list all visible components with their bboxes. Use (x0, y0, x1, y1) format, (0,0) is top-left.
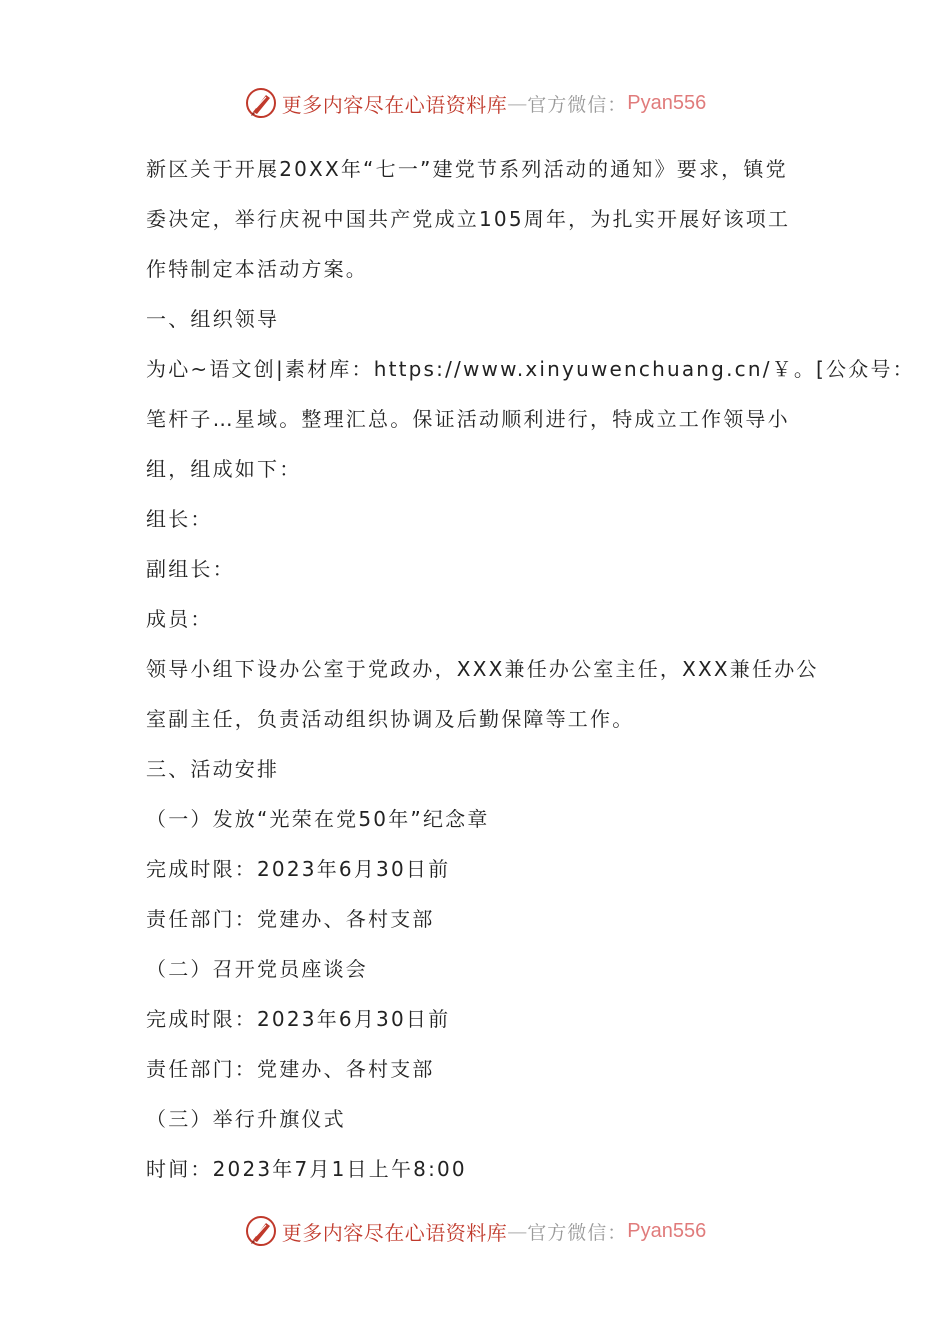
banner-title: 更多内容尽在心语资料库 (281, 1220, 508, 1245)
document-body (146, 144, 915, 1194)
body-line: 组长： (146, 507, 213, 531)
banner-separator: — (507, 1219, 528, 1243)
banner-official-label: 官方微信： (527, 93, 628, 116)
footer-watermark-banner (0, 1211, 950, 1251)
body-line: 新区关于开展20XX年“七一”建党节系列活动的通知》要求，镇党 (146, 157, 788, 181)
body-line: 委决定，举行庆祝中国共产党成立105周年，为扎实开展好该项工 (146, 207, 791, 231)
body-line: 时间：2023年7月1日上午8:00 (146, 1157, 467, 1181)
body-line: 室副主任，负责活动组织协调及后勤保障等工作。 (146, 707, 635, 731)
section-heading: 三、活动安排 (146, 757, 280, 781)
banner-wechat-id: Pyan556 (627, 1219, 707, 1242)
body-line: 副组长： (146, 557, 235, 581)
body-line: 组，组成如下： (146, 457, 302, 481)
subsection-heading: （二）召开党员座谈会 (146, 957, 368, 981)
banner-title: 更多内容尽在心语资料库 (281, 92, 508, 117)
quill-pen-icon (244, 1214, 278, 1248)
banner-wechat-id: Pyan556 (627, 91, 707, 114)
body-line: 责任部门：党建办、各村支部 (146, 1057, 435, 1081)
body-line: 完成时限：2023年6月30日前 (146, 1007, 451, 1031)
subsection-heading: （一）发放“光荣在党50年”纪念章 (146, 807, 490, 831)
banner-official-label: 官方微信： (527, 1221, 628, 1244)
body-line: 作特制定本活动方案。 (146, 257, 368, 281)
banner-separator: — (507, 91, 528, 115)
section-heading: 一、组织领导 (146, 307, 280, 331)
body-line: 笔杆子…星域。整理汇总。保证活动顺利进行，特成立工作领导小 (146, 407, 790, 431)
body-line: 责任部门：党建办、各村支部 (146, 907, 435, 931)
body-line: 完成时限：2023年6月30日前 (146, 857, 451, 881)
header-watermark-banner (0, 83, 950, 123)
body-line: 领导小组下设办公室于党政办，XXX兼任办公室主任，XXX兼任办公 (146, 657, 819, 681)
body-line: 为心~语文创|素材库：https://www.xinyuwenchuang.cn/￥。[公众号： (146, 357, 915, 381)
body-line: 成员： (146, 607, 213, 631)
subsection-heading: （三）举行升旗仪式 (146, 1107, 346, 1131)
quill-pen-icon (244, 86, 278, 120)
